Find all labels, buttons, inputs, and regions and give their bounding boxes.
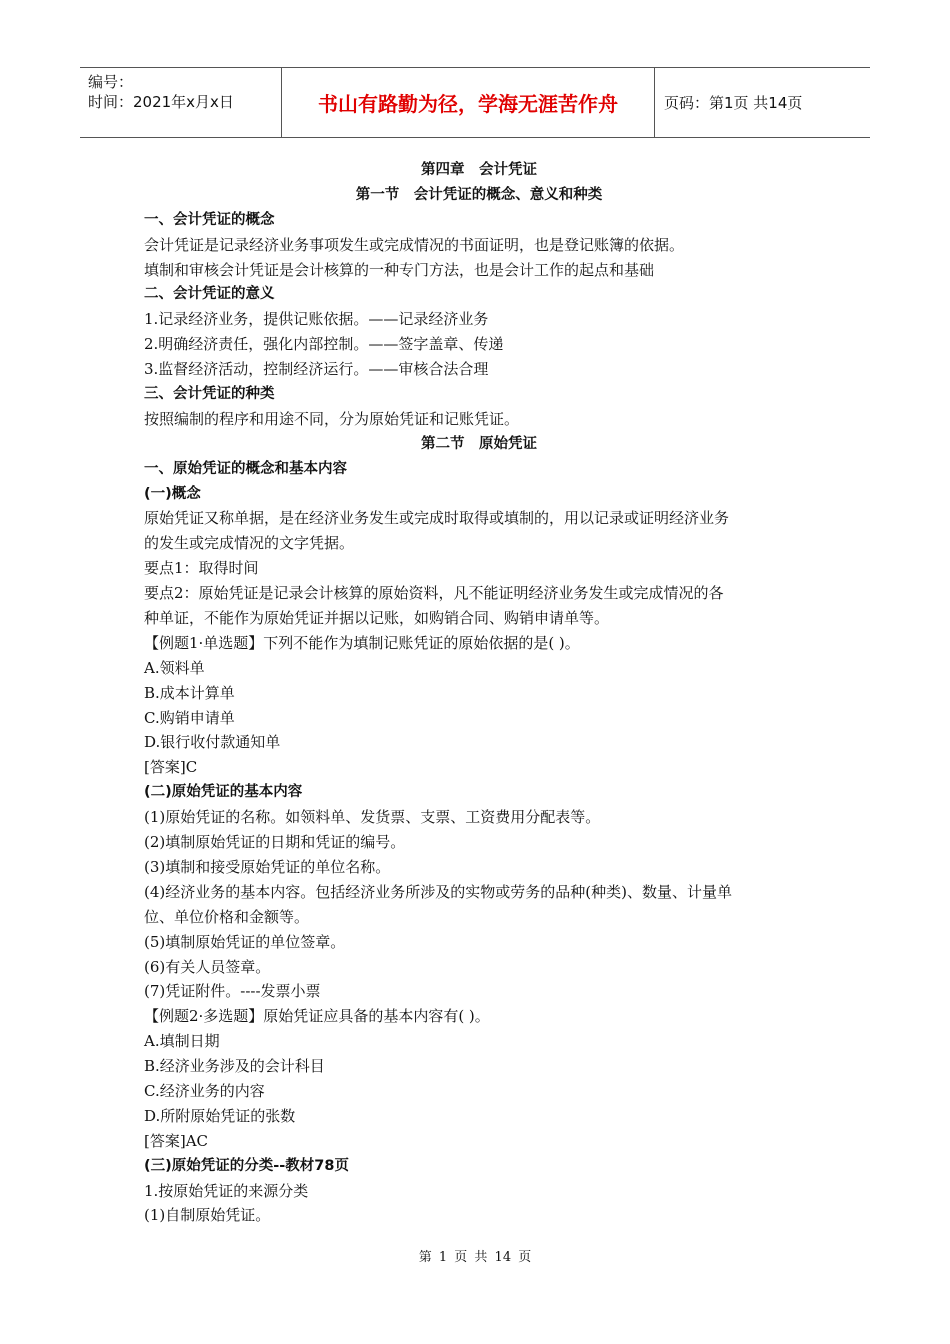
text-line: (4)经济业务的基本内容。包括经济业务所涉及的实物或劳务的品种(种类)、数量、计量单 bbox=[144, 882, 732, 901]
heading-line: (三)原始凭证的分类--教材78页 bbox=[144, 1157, 349, 1174]
text-line: (3)填制和接受原始凭证的单位名称。 bbox=[144, 857, 391, 876]
text-line: (1)原始凭证的名称。如领料单、发货票、支票、工资费用分配表等。 bbox=[144, 808, 601, 827]
text-line: 种单证，不能作为原始凭证并据以记账，如购销合同、购销申请单等。 bbox=[144, 609, 610, 628]
text-line: D.所附原始凭证的张数 bbox=[144, 1106, 296, 1125]
text-line: 【例题1·单选题】下列不能作为填制记账凭证的原始依据的是( )。 bbox=[144, 633, 580, 652]
text-line: 填制和审核会计凭证是会计核算的一种专门方法，也是会计工作的起点和基础 bbox=[144, 260, 655, 279]
text-line: (6)有关人员签章。 bbox=[144, 957, 271, 976]
text-line: 1.记录经济业务，提供记账依据。——记录经济业务 bbox=[144, 310, 489, 329]
header-meta-cell bbox=[80, 68, 281, 137]
document-body bbox=[144, 158, 814, 1228]
text-line: C.购销申请单 bbox=[144, 708, 235, 727]
heading-line: 第二节 原始凭证 bbox=[421, 435, 537, 452]
text-line: [答案]AC bbox=[144, 1131, 209, 1150]
text-line: 【例题2·多选题】原始凭证应具备的基本内容有( )。 bbox=[144, 1007, 490, 1026]
heading-line: 一、会计凭证的概念 bbox=[144, 211, 275, 228]
text-line: 2.明确经济责任，强化内部控制。——签字盖章、传递 bbox=[144, 335, 504, 354]
text-line: A.领料单 bbox=[144, 658, 205, 677]
text-line: 位、单位价格和金额等。 bbox=[144, 907, 310, 926]
text-line: D.银行收付款通知单 bbox=[144, 733, 281, 752]
page-footer: 第 1 页 共 14 页 bbox=[418, 1250, 532, 1265]
text-line: A.填制日期 bbox=[144, 1032, 220, 1051]
text-line: 要点1：取得时间 bbox=[144, 559, 259, 578]
document-number-label: 编号： bbox=[88, 73, 134, 91]
heading-line: 一、原始凭证的概念和基本内容 bbox=[144, 460, 347, 477]
heading-line: 二、会计凭证的意义 bbox=[144, 286, 275, 303]
document-time-label: 时间：2021年x月x日 bbox=[88, 93, 234, 111]
text-line: 要点2：原始凭证是记录会计核算的原始资料，凡不能证明经济业务发生或完成情况的各 bbox=[144, 584, 724, 603]
header-motto: 书山有路勤为径，学海无涯苦作舟 bbox=[281, 68, 655, 137]
text-line: B.成本计算单 bbox=[144, 683, 235, 702]
text-line: 原始凭证又称单据，是在经济业务发生或完成时取得或填制的，用以记录或证明经济业务 bbox=[144, 509, 730, 528]
text-line: 的发生或完成情况的文字凭据。 bbox=[144, 534, 355, 553]
text-line: (5)填制原始凭证的单位签章。 bbox=[144, 932, 346, 951]
text-line: (2)填制原始凭证的日期和凭证的编号。 bbox=[144, 833, 406, 852]
text-line: 3.监督经济活动，控制经济运行。——审核合法合理 bbox=[144, 360, 489, 379]
text-line: [答案]C bbox=[144, 758, 198, 777]
text-line: B.经济业务涉及的会计科目 bbox=[144, 1057, 325, 1076]
heading-line: (一)概念 bbox=[144, 485, 201, 502]
heading-line: 第四章 会计凭证 bbox=[421, 162, 537, 178]
header-page-info: 页码：第1页 共14页 bbox=[664, 94, 803, 112]
text-line: (7)凭证附件。----发票小票 bbox=[144, 982, 321, 1001]
heading-line: 三、会计凭证的种类 bbox=[144, 386, 275, 403]
text-line: C.经济业务的内容 bbox=[144, 1081, 265, 1100]
text-line: 按照编制的程序和用途不同，分为原始凭证和记账凭证。 bbox=[144, 409, 520, 428]
heading-line: (二)原始凭证的基本内容 bbox=[144, 784, 303, 801]
text-line: 会计凭证是记录经济业务事项发生或完成情况的书面证明，也是登记账簿的依据。 bbox=[144, 235, 685, 254]
text-line: (1)自制原始凭证。 bbox=[144, 1206, 271, 1225]
heading-line: 第一节 会计凭证的概念、意义和种类 bbox=[355, 186, 603, 203]
page-header-table bbox=[80, 67, 870, 138]
text-line: 1.按原始凭证的来源分类 bbox=[144, 1181, 309, 1200]
